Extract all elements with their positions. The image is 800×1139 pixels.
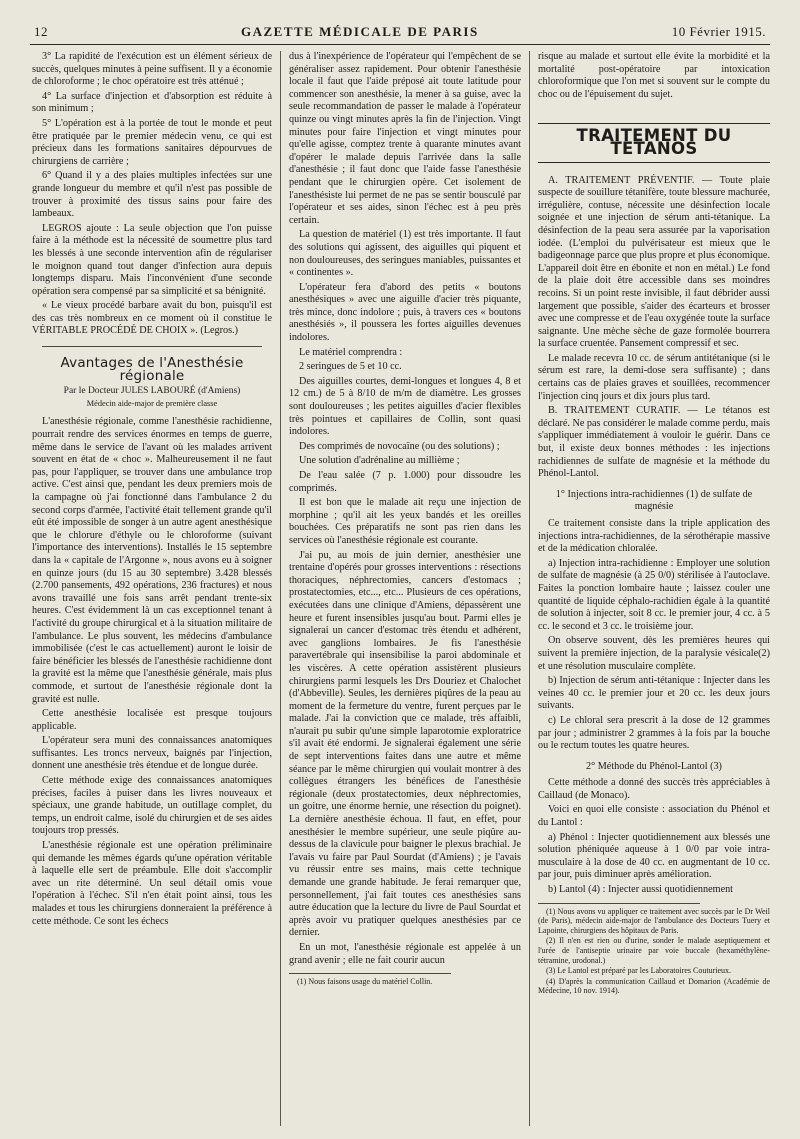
body-paragraph: L'opérateur fera d'abord des petits « boutons anesthésiques » avec une aiguille d'acier très piquante, très mince, donc indolore ; puis, à travers ces « boutons anesthésiés », il poussera les fortes aiguilles devenues indolores. (289, 281, 521, 344)
section-title-tetanos: TRAITEMENT DU TETANOS (538, 123, 770, 162)
body-paragraph: c) Le chloral sera prescrit à la dose de 12 grammes par jour ; administrer 2 grammes à la fois par la bouche ou le rectum toutes les quatre heures. (538, 714, 770, 752)
body-paragraph: Cette méthode a donné des succès très appréciables à Caillaud (de Monaco). (538, 777, 770, 801)
body-paragraph: Le malade recevra 10 cc. de sérum antitétanique (si le sérum est rare, la demi-dose sera suffisante) ; dans certains cas de plaies graves et souillées, recommencer l'injection cinq jours et dix jours plus tard. (538, 352, 770, 402)
issue-date: 10 Février 1915. (671, 24, 766, 39)
body-paragraph: a) Injection intra-rachidienne : Employer une solution de sulfate de magnésie (à 25 0/0) stérilisée à l'autoclave. Faites la ponction lombaire haute ; laissez couler une quantité de liquide céphalo-rachidien égale à la quantité de solution à injecter, soit 8 cc. le premier jour, 4 cc. à 5 cc. le second et 3 cc. le troisième jour. (538, 557, 770, 632)
article-byline-subtitle: Médecin aide-major de première classe (86, 398, 218, 408)
subsection-heading: 1° Injections intra-rachidiennes (1) de sulfate de magnésie (555, 488, 753, 513)
body-paragraph: a) Phénol : Injecter quotidiennement aux blessés une solution phéniquée aqueuse à 1 0/0 par voie intra-musculaire à la dose de 40 cc. en augmentant de 10 cc. par jour, puis diminuer après amélioration. (538, 831, 770, 881)
body-paragraph: On observe souvent, dès les premières heures qui suivent la première injection, de la paralysie vésicale(2) et une résolution musculaire complète. (538, 635, 770, 672)
body-paragraph: En un mot, l'anesthésie régionale est appelée à un grand avenir ; elle ne fait courir aucun (289, 941, 521, 966)
body-paragraph: dus à l'inexpérience de l'opérateur qui l'empêchent de se généraliser assez rapidement. Pour obtenir l'anesthésie locale il faut que l'aide préposé ait toute latitude pour commencer son anesthésie, la mener à sa guise, avec la seule recommandation de passer le malade à l'opérateur quinze ou vingt minutes après la fin de l'injection. Vingt minutes pour faire l'injection et vingt minutes pour qu'elle agisse, comptez trente à quarante minutes avant d'opérer le malade depuis l'arrivée dans la salle d'anesthésie ; il faut donc que l'aide fasse l'anesthésie pendant que le chirurgien opère. Cet isolement de l'anesthésiste lui permet de ne pas se sentir bousculé par l'opérateur et ses aides, sinon l'échec est à peu près certain. (289, 51, 521, 226)
material-item: De l'eau salée (7 p. 1.000) pour dissoudre les comprimés. (289, 470, 521, 494)
subsection-heading: 2° Méthode du Phénol-Lantol (3) (586, 760, 722, 772)
body-paragraph: Le matériel comprendra : (299, 346, 403, 358)
journal-title: GAZETTE MÉDICALE DE PARIS (240, 24, 479, 39)
material-item: Des comprimés de novocaïne (ou des solutions) ; (299, 440, 500, 452)
footnote: (3) Le Lantol est préparé par les Laboratoires Couturieux. (546, 966, 732, 976)
body-paragraph: Cette anesthésie localisée est presque toujours applicable. (32, 708, 272, 732)
column-1 (30, 51, 280, 1126)
body-paragraph: risque au malade et surtout elle évite la morbidité et la mortalité post-opératoire par intoxication chloroformique que l'on met si souvent sur le compte du choc ou de l'épuisement du sujet. (538, 51, 770, 100)
footnote: (1) Nous avons vu appliquer ce traitement avec succès par le Dr Weil (de Paris), médecin aide-major de l'ambulance des Docteurs Tuery et Lapointe, chirurgiens des hôpitaux de Paris. (538, 906, 770, 935)
body-paragraph: Il est bon que le malade ait reçu une injection de morphine ; qu'il ait les yeux bandés et les oreilles bouchées. Ces préparatifs ne sont pas rien dans les services où l'anesthésie régionale est courante. (289, 497, 521, 546)
list-item: LEGROS ajoute : La seule objection que l'on puisse faire à la méthode est la nécessité de soumettre plus tard les blessés à une seconde intervention afin de régulariser le moignon quand tout danger d'infection aura depuis longtemps disparu. Mais l'inconvénient d'une seconde opération sera compensé par sa simplicité et sa bénignité. (32, 222, 272, 297)
list-item: 4° La surface d'injection et d'absorption est réduite à son minimum ; (32, 90, 272, 115)
footnote-divider (538, 903, 700, 904)
material-item: Des aiguilles courtes, demi-longues et longues 4, 8 et 12 cm.) de 5 à 8/10 de m/m de diamètre. Les grosses sont douloureuses ; les petites aiguilles d'acier flexibles très pointues et capillaires de Collin, sont quasi indolores. (289, 375, 521, 438)
body-paragraph: L'anesthésie régionale, comme l'anesthésie rachidienne, pourrait rendre des services énormes en temps de guerre, même dans le service de l'avant où les malades arrivent souvent en état de « choc ». Malheureusement il ne faut pas, pour l'appliquer, se trouver dans une ambulance trop active. C'est ainsi que, pendant les deux premiers mois de la campagne où j'ai fonctionné dans l'ambulance 2 du second corps d'armée, l'activité était tellement grande qu'il eût été impossible de songer à un autre agent anesthésique que le chlorure d'éthyle ou le chloroforme (suivant l'importance des interventions). Installés le 15 septembre dans la « capitale de l'Argonne », nous avons eu à soigner en quinze jours (du 15 au 30 septembre) 3.428 blessés (2.700 pansements, 492 opérations, 236 fractures) et nous avons travaillé une fois sans arrêt pendant trente-six heures. C'est évidemment là un cas exceptionnel tenant à l'activité du groupe chirurgical et à la situation militaire de l'ambulance. Le plus souvent, les médecins d'ambulance immobilisée (c'est le cas actuellement) auront le loisir de faire bénéficier les blessés de l'anesthésie rachidienne dont la gravité est la même que l'anesthésie générale, mais plus commode, et surtout de l'anesthésie régionale dont la gravité est nulle. (32, 416, 272, 705)
body-paragraph: A. TRAITEMENT PRÉVENTIF. — Toute plaie suspecte de souillure tétanifère, toute blessure machurée, irrégulière, contuse, nécessite une désinfection locale soignée et une injection de sérum anti-tétanique. La désinfection de la peau sera assurée par la vaporisation iodée. (L'emploi du pulvérisateur est mieux que le badigeonnage parce que plus propre et plus économique. L'appareil doit être en ébonite et non en métal.) Le fond de la plaie doit être accessible dans ses moindres recoins. Si un point reste invisible, il faut débrider aussi largement que possible, s'aider des écarteurs et brosser avec une compresse et de l'eau oxygénée toute la surface saignante. Une mèche sèche de gaze formolée bourrera la surface cruentée. Pansement compressif et sec. (538, 174, 770, 350)
body-paragraph: J'ai pu, au mois de juin dernier, anesthésier une trentaine d'opérés pour grosses interventions : résections thoraciques, néphrectomies, cancers d'estomacs ; prostatectomies, etc..., etc... Plusieurs de ces opérations, exécutées dans une clinique d'Amiens, dépassèrent une heure et furent insensibles jusqu'au bout. Parmi elles je signalerai un cancer d'estomac très étendu et adhérent, avec ganglions lombaires. Je fis l'anesthésie paravertébrale qui insensibilise la paroi abdominale et les viscères. A cette opération assistèrent plusieurs chirurgiens parmi lesquels les Drs Douriez et Chalochet (d'Abbeville). Seules, les dernières piqûres de la peau au moment de la fermeture du ventre, furent perçues par le malade. J'ai la conviction que ce malade, très affaibli, n'aurait pu subir qu'une simple laparotomie exploratrice s'il avait été endormi. Je signalerai également une série de sept interventions faites dans une autre et même séance par le même chirurgien qui voulait montrer à des collègues étrangers les bénéfices de l'anesthésie régionale (deux prostatectomies, deux néphrectomies, un goitre, une énorme hernie, une résection du poignet). La dernière anesthésie échoua. Il faut, en effet, pour anesthésier le membre supérieur, une seule piqûre au-dessus de la clavicule pour baigner le plexus brachial. Je l'avais vu faire par Paul Sourdat (d'Amiens) ; je l'avais vu réussir entre ses mains, mais cette technique demande une grande habitude. Je ferai remarquer que, personnellement, j'ai fait toutes ces anesthésies sans autre éducation que la lecture du livre de Paul Sourdat et après avoir vu pratiquer quelques anesthésies par ce dernier. (289, 549, 521, 939)
body-paragraph: b) Injection de sérum anti-tétanique : Injecter dans les veines 40 cc. le premier jour et 20 cc. les deux jours suivants. (538, 675, 770, 712)
article-byline: Par le Docteur JULES LABOURÉ (d'Amiens) (63, 386, 241, 397)
footnote: (1) Nous faisons usage du matériel Collin. (297, 977, 433, 987)
material-item: 2 seringues de 5 et 10 cc. (299, 361, 402, 373)
section-divider (42, 346, 262, 347)
body-paragraph: L'anesthésie régionale est une opération préliminaire qui demande les mêmes égards qu'une opération véritable à laquelle elle sert de préambule. Elle doit s'accomplir avec un rite déterminé. Un seul détail omis voue l'opération à l'échec. S'il n'en était point ainsi, tous les malades et tous les chirurgiens donneraient la préférence à cette méthode. Ce sont les échecs (32, 840, 272, 927)
column-3 (530, 51, 770, 1126)
list-item: 6° Quand il y a des plaies multiples infectées sur une grande longueur du membre et qu'il n'est pas possible de trouver à proximité des tissus sains pour faire des lambeaux. (32, 170, 272, 220)
footnote: (4) D'après la communication Caillaud et Domarion (Académie de Médecine, 10 nov. 1914). (538, 976, 770, 996)
body-paragraph: Cette méthode exige des connaissances anatomiques précises, faciles à puiser dans les livres nouveaux et spéciaux, une grande habitude, un outillage complet, du temps, un endroit calme, isolé du chirurgien et de ses aides toujours trop pressés. (32, 775, 272, 837)
body-paragraph: Voici en quoi elle consiste : association du Phénol et du Lantol : (538, 804, 770, 829)
article-columns (30, 51, 770, 1126)
body-paragraph: B. TRAITEMENT CURATIF. — Le tétanos est déclaré. Ne pas considérer le malade comme perdu, mais s'appliquer immédiatement à vouloir le guérir. Dans ce but, il existe deux bonnes méthodes : les injections rachidiennes de sulfate de magnésie et la méthode du Phénol-Lantol. (538, 405, 770, 480)
footnote: (2) Il n'en est rien ou d'urine, sonder le malade aseptiquement et l'urée de l'antiseptie urinaire par voie buccale (hexaméthylène-tétramine, urodonal.) (538, 936, 770, 965)
column-2 (280, 51, 530, 1126)
footnote-divider (289, 973, 451, 974)
body-paragraph: b) Lantol (4) : Injecter aussi quotidiennement (548, 884, 734, 896)
body-paragraph: L'opérateur sera muni des connaissances anatomiques suffisantes. Les troncs nerveux, baignés par l'injection, donnent une anesthésie très étendue et de longue durée. (32, 735, 272, 772)
quote-paragraph: « Le vieux procédé barbare avait du bon, puisqu'il est des cas très nombreux en ce moment où il constitue le VÉRITABLE PROCÉDÉ DE CHOIX ». (Legros.) (32, 300, 272, 337)
material-item: Une solution d'adrénaline au millième ; (299, 455, 460, 467)
article-title: Avantages de l'Anesthésie régionale (60, 355, 244, 384)
list-item: 3° La rapidité de l'exécution est un élément sérieux de succès, quelques minutes à peine suffisent. Il y a économie de chloroforme ; le choc opératoire est très atténué ; (32, 51, 272, 88)
body-paragraph: Ce traitement consiste dans la triple application des injections intra-rachidiennes, de la sérothérapie massive et de la médication chloralée. (538, 518, 770, 555)
body-paragraph: La question de matériel (1) est très importante. Il faut des solutions qui agissent, des aiguilles qui piquent et non douloureuses, des seringues maniables, puissantes et « continentes ». (289, 229, 522, 279)
running-header (30, 24, 770, 45)
list-item: 5° L'opération est à la portée de tout le monde et peut être pratiquée par le premier médecin venu, ce qui est précieux dans les formations sanitaires dépourvues de chirurgiens de carrière ; (32, 117, 272, 167)
page-number: 12 (34, 24, 48, 39)
